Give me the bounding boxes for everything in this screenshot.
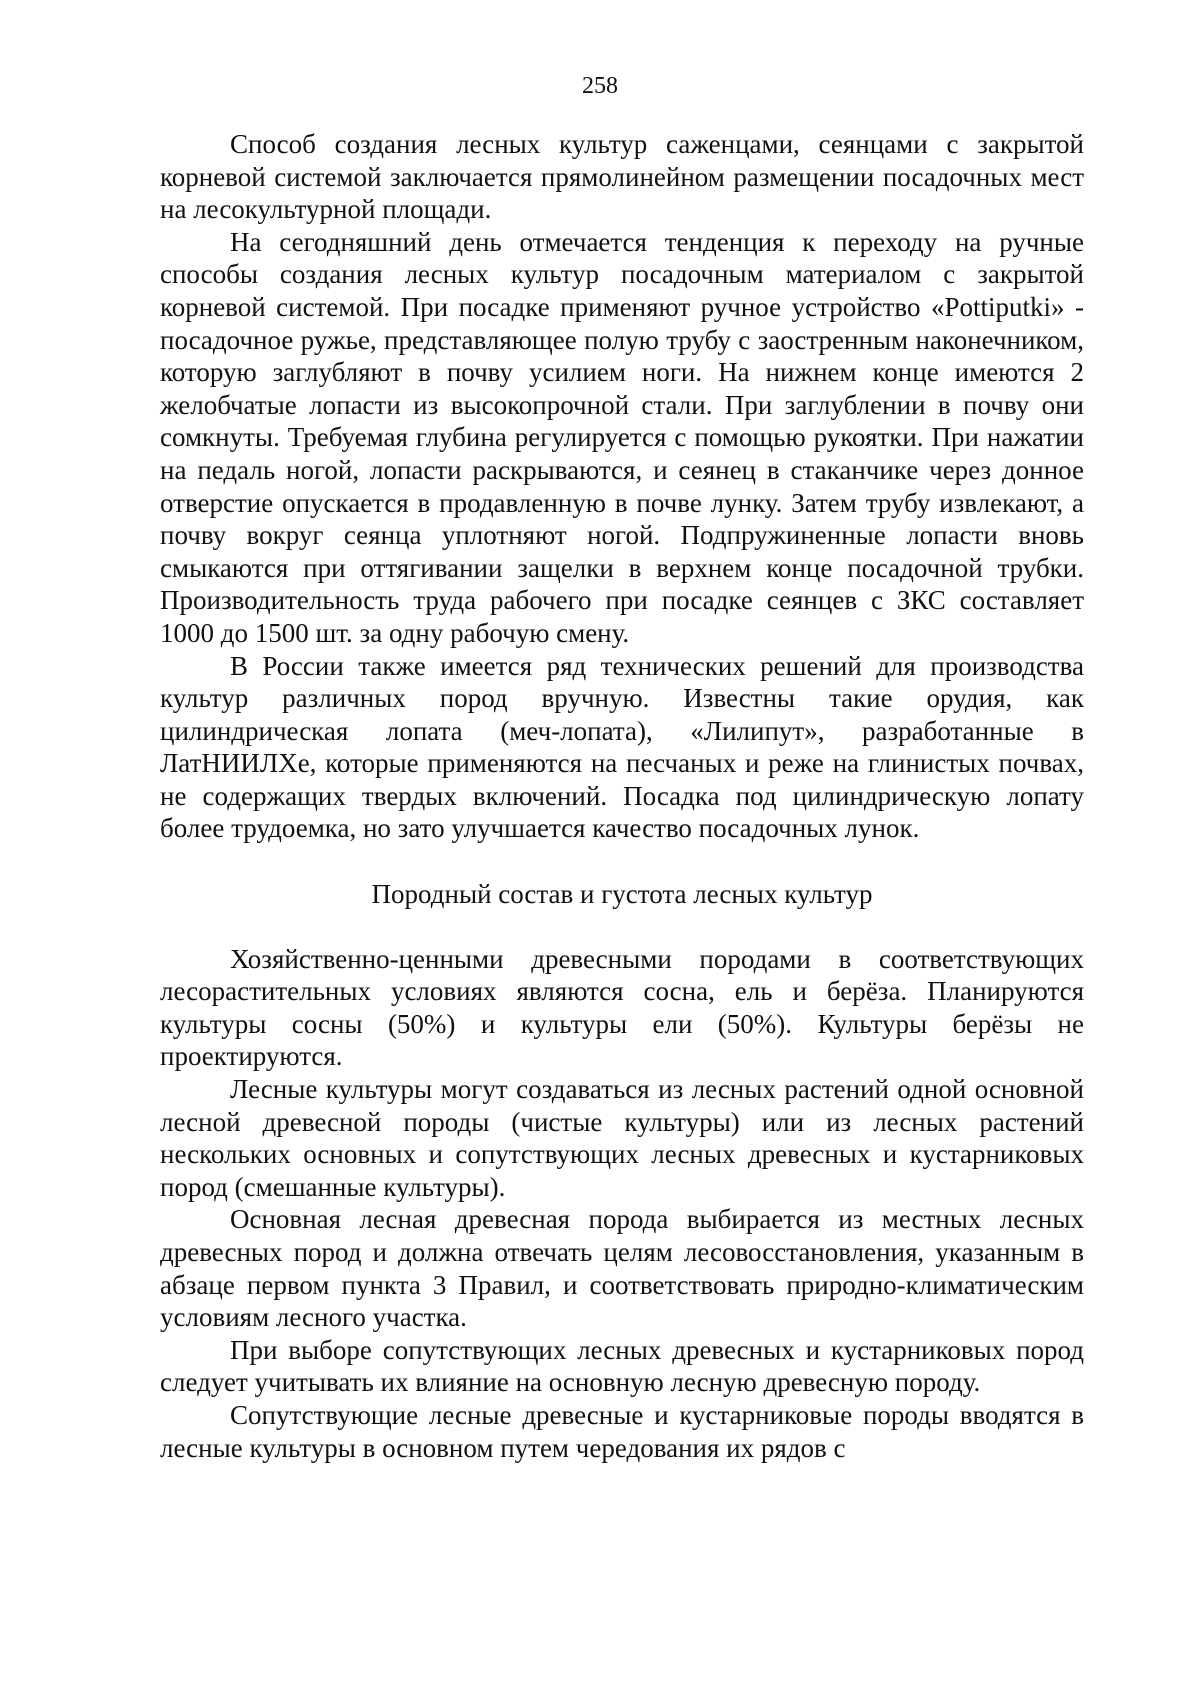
paragraph: Сопутствующие лесные древесные и кустарниковые породы вводятся в лесные культуры в основном путем чередования их рядов с xyxy=(160,1399,1084,1463)
paragraph: Основная лесная древесная порода выбирается из местных лесных древесных пород и должна отвечать целям лесовосстановления, указанным в абзаце первом пункта 3 Правил, и соответствовать природно-климатическим условиям лесного участка. xyxy=(160,1204,1084,1333)
paragraph: Лесные культуры могут создаваться из лесных растений одной основной лесной древесной породы (чистые культуры) или из лесных растений нескольких основных и сопутствующих лесных древесных и кустарниковых пород (смешанные культуры). xyxy=(160,1074,1084,1202)
document-body xyxy=(160,128,1084,1464)
paragraph: Способ создания лесных культур саженцами, сеянцами с закрытой корневой системой заключается прямолинейном размещении посадочных мест на лесокультурной площади. xyxy=(160,129,1084,225)
section-heading: Породный состав и густота лесных культур xyxy=(371,879,873,910)
paragraph: Хозяйственно-ценными древесными породами в соответствующих лесорастительных условиях являются сосна, ель и берёза. Планируются культуры сосны (50%) и культуры ели (50%). Культуры берёзы не проектируются. xyxy=(160,943,1084,1072)
paragraph: При выборе сопутствующих лесных древесных и кустарниковых пород следует учитывать их влияние на основную лесную древесную породу. xyxy=(160,1334,1084,1398)
page-number: 258 xyxy=(582,73,618,99)
paragraph: В России также имеется ряд технических решений для производства культур различных пород вручную. Известны такие орудия, как цилиндрическая лопата (меч-лопата), «Лилипут», разработанные в ЛатНИИЛХе, которые применяются на песчаных и реже на глинистых почвах, не содержащих твердых включений. Посадка под цилиндрическую лопату более трудоемка, но зато улучшается качество посадочных лунок. xyxy=(160,650,1084,844)
paragraph: На сегодняшний день отмечается тенденция к переходу на ручные способы создания лесных культур посадочным материалом с закрытой корневой системой. При посадке применяют ручное устройство «Pottiputki» - посадочное ружье, представляющее полую трубу с заостренным наконечником, которую заглубляют в почву усилием ноги. На нижнем конце имеются 2 желобчатые лопасти из высокопрочной стали. При заглублении в почву они сомкнуты. Требуемая глубина регулируется с помощью рукоятки. При нажатии на педаль ногой, лопасти раскрываются, и сеянец в стаканчике через донное отверстие опускается в продавленную в почве лунку. Затем трубу извлекают, а почву вокруг сеянца уплотняют ногой. Подпружиненные лопасти вновь смыкаются при оттягивании защелки в верхнем конце посадочной трубки. Производительность труда рабочего при посадке сеянцев с ЗКС составляет 1000 до 1500 шт. за одну рабочую смену. xyxy=(160,226,1084,648)
